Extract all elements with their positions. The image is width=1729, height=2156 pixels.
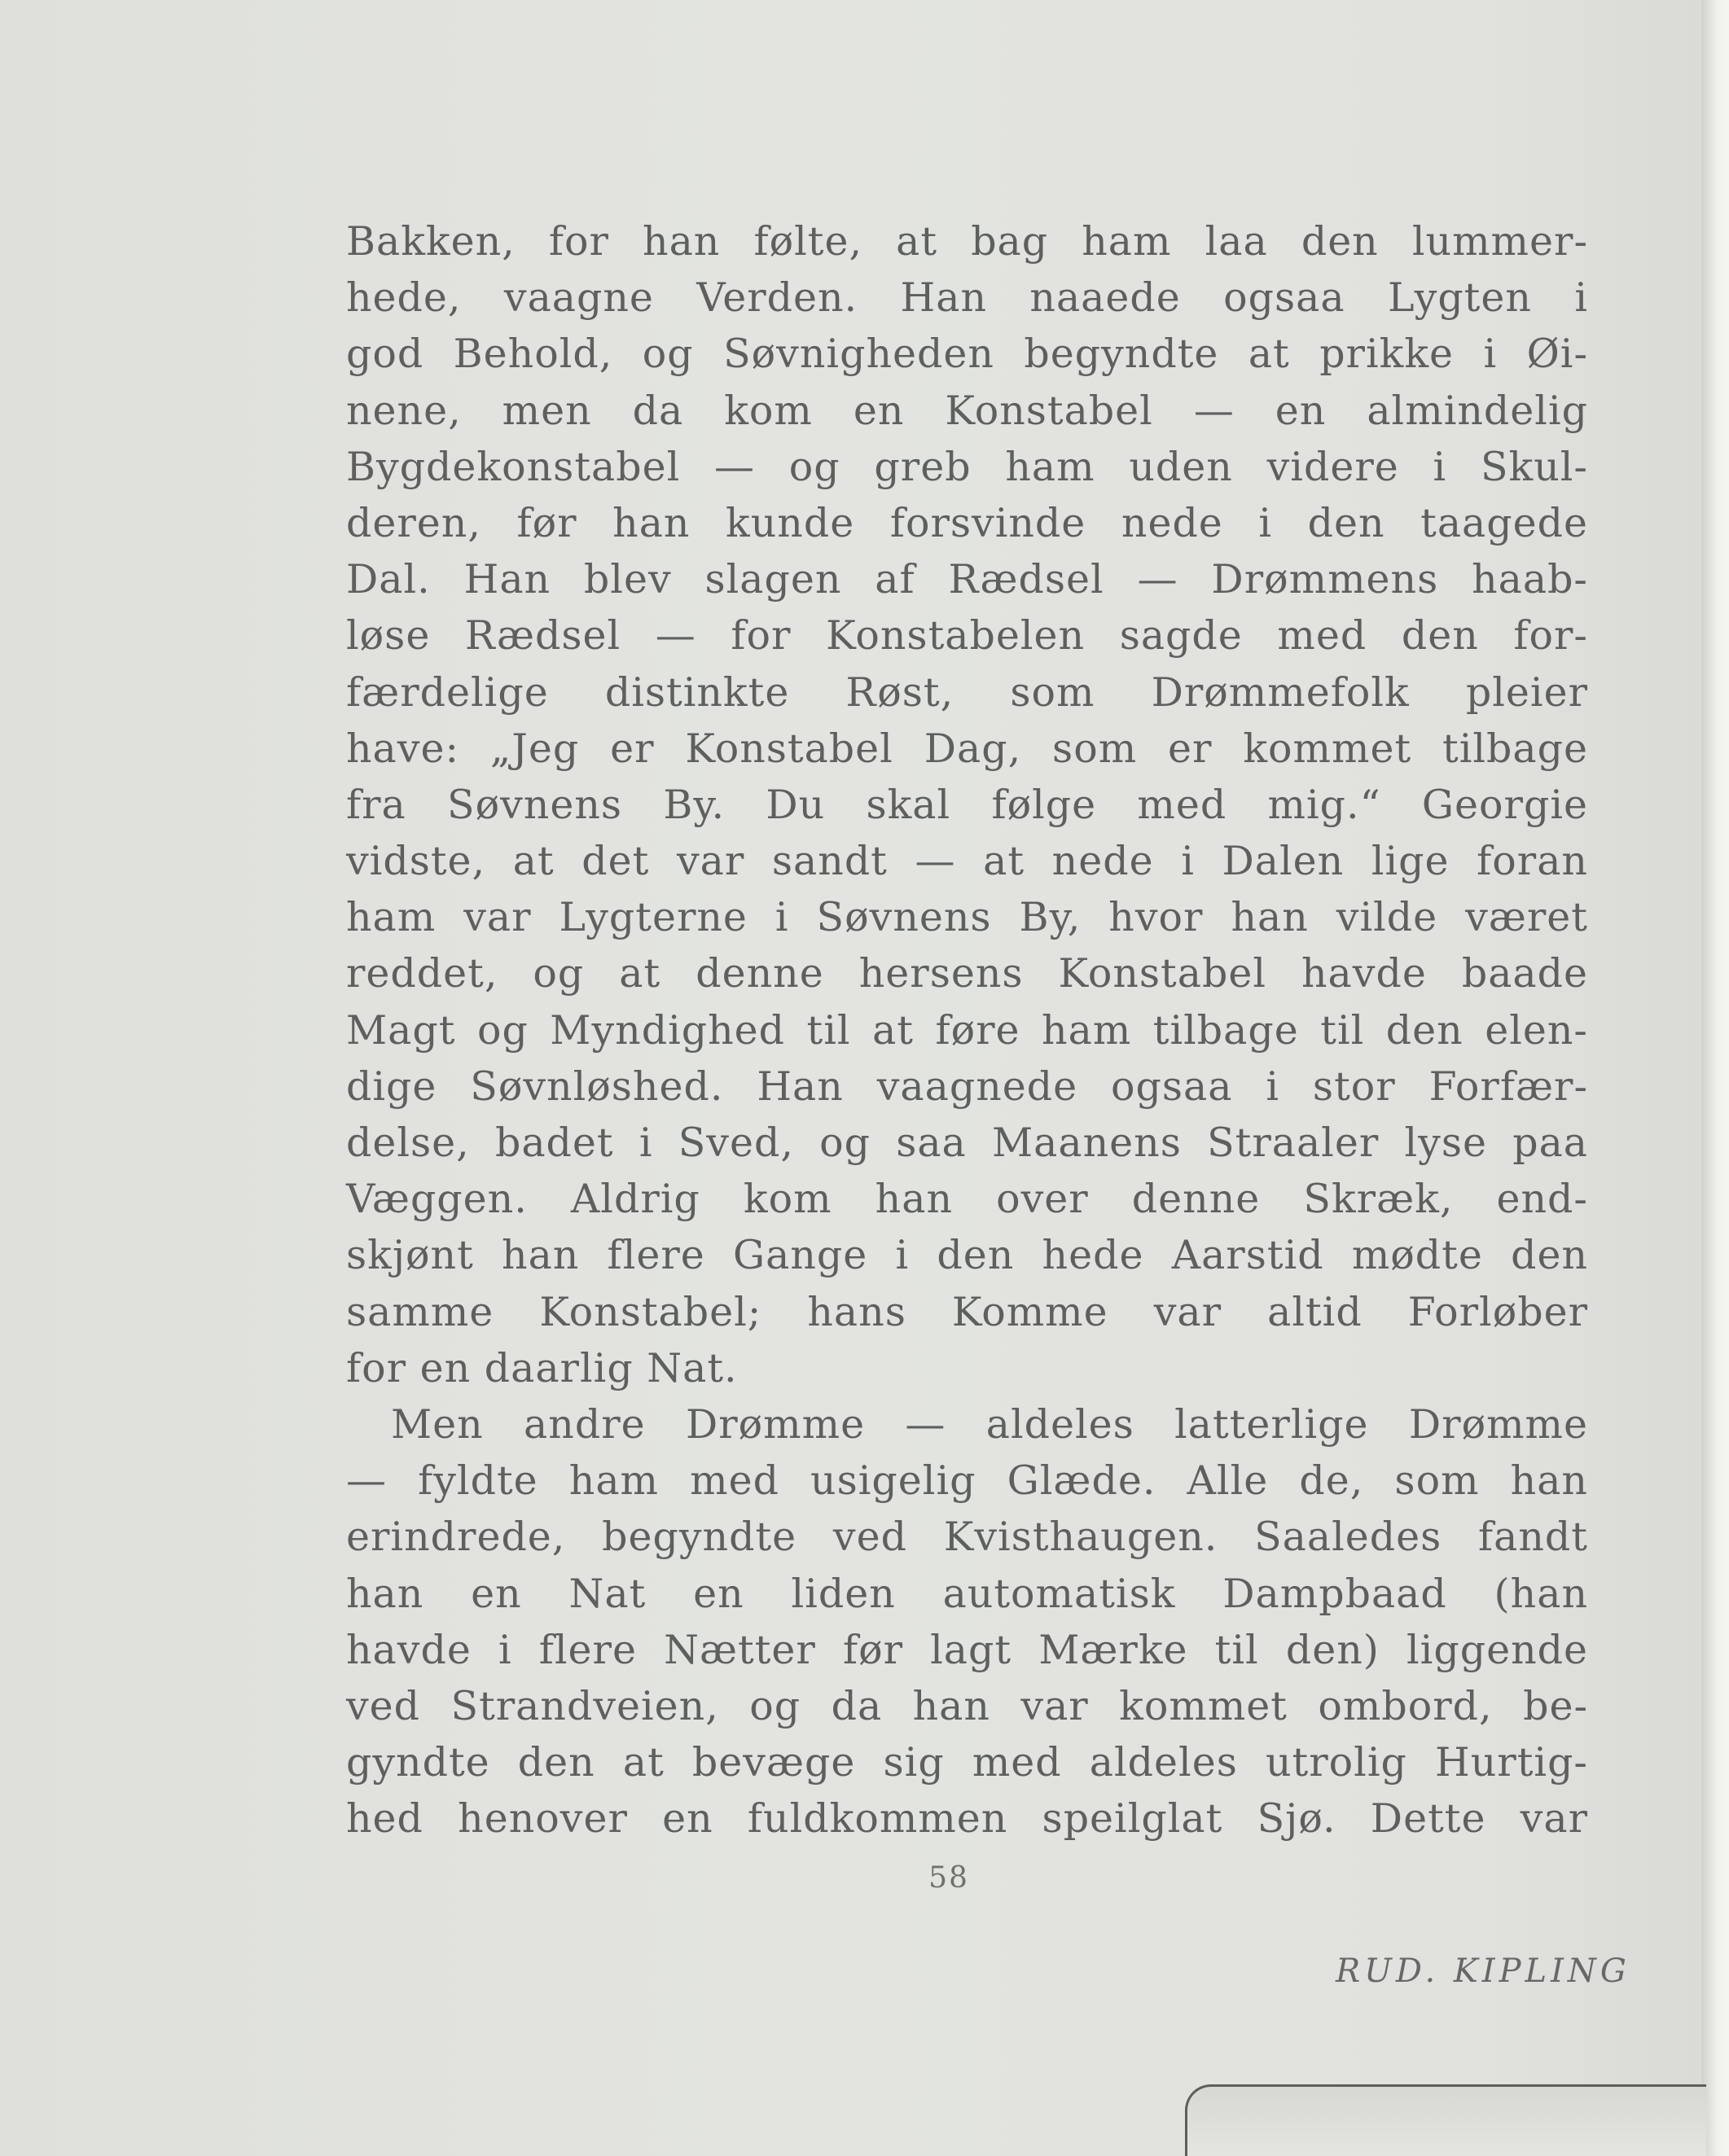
text-line: ham var Lygterne i Søvnens By, hvor han vilde været — [346, 894, 1588, 941]
text-line: have: „Jeg er Konstabel Dag, som er kommet tilbage — [346, 725, 1588, 772]
page-edge — [1701, 0, 1729, 2156]
text-line: god Behold, og Søvnigheden begyndte at prikke i Øi- — [346, 331, 1588, 378]
body-text — [346, 213, 1588, 1847]
text-line: samme Konstabel; hans Komme var altid Forløber — [346, 1288, 1588, 1335]
text-line: Bygdekonstabel — og greb ham uden videre i Skul- — [346, 443, 1588, 490]
paragraph-end-line: for en daarlig Nat. — [346, 1344, 738, 1391]
text-line: ved Strandveien, og da han var kommet ombord, be- — [346, 1682, 1588, 1729]
text-line: hed henover en fuldkommen speilglat Sjø. Dette var — [346, 1795, 1588, 1843]
footer-author: RUD. KIPLING — [1336, 1952, 1630, 1990]
text-line: erindrede, begyndte ved Kvisthaugen. Saaledes fandt — [346, 1514, 1588, 1561]
text-line: delse, badet i Sved, og saa Maanens Straaler lyse paa — [346, 1120, 1588, 1166]
text-line: skjønt han flere Gange i den hede Aarstid mødte den — [346, 1232, 1588, 1279]
text-line: hede, vaagne Verden. Han naaede ogsaa Lygten i — [346, 274, 1588, 322]
text-line: fra Søvnens By. Du skal følge med mig.“ Georgie — [346, 781, 1588, 828]
text-line: han en Nat en liden automatisk Dampbaad (han — [346, 1570, 1588, 1617]
text-line: løse Rædsel — for Konstabelen sagde med den for- — [346, 612, 1588, 660]
text-line: reddet, og at denne hersens Konstabel havde baade — [346, 950, 1588, 997]
page-number: 58 — [928, 1861, 969, 1895]
text-line: Dal. Han blev slagen af Rædsel — Drømmens haab- — [346, 556, 1588, 603]
text-line: havde i flere Nætter før lagt Mærke til den) liggende — [346, 1626, 1588, 1673]
paragraph-start-line: Men andre Drømme — aldeles latterlige Drømme — [391, 1400, 1588, 1448]
text-line: — fyldte ham med usigelig Glæde. Alle de, som han — [346, 1457, 1588, 1505]
text-line: vidste, at det var sandt — at nede i Dalen lige foran — [346, 838, 1588, 885]
text-line: Væggen. Aldrig kom han over denne Skræk, end- — [346, 1176, 1588, 1223]
text-line: dige Søvnløshed. Han vaagnede ogsaa i stor Forfær- — [346, 1063, 1588, 1110]
text-line: Magt og Myndighed til at føre ham tilbage til den elen- — [346, 1006, 1588, 1054]
text-line: gyndte den at bevæge sig med aldeles utrolig Hurtig- — [346, 1739, 1588, 1786]
corner-tab — [1185, 2084, 1706, 2156]
text-line: deren, før han kunde forsvinde nede i den taagede — [346, 499, 1588, 546]
text-line: nene, men da kom en Konstabel — en almindelig — [346, 387, 1588, 434]
text-line: Bakken, for han følte, at bag ham laa den lummer- — [346, 218, 1588, 265]
text-line: færdelige distinkte Røst, som Drømmefolk pleier — [346, 668, 1588, 716]
